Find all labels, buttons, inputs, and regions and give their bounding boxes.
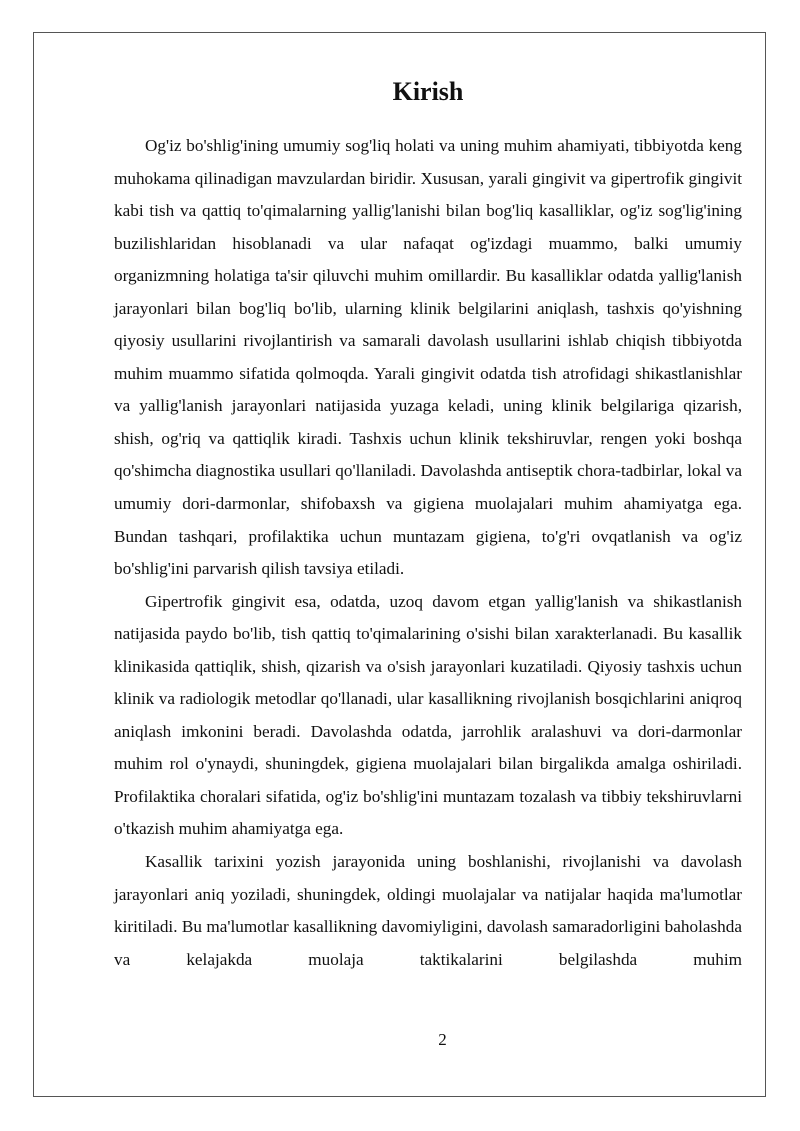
- page-number: 2: [438, 1030, 447, 1049]
- paragraph-2: Gipertrofik gingivit esa, odatda, uzoq davom etgan yallig'lanish va shikastlanish natijasida paydo bo'lib, tish qattiq to'qimalarining o'sishi bilan xarakterlanadi. Bu kasallik klinikasida qattiqlik, shish, qizarish va o'sish jarayonlari kuzatiladi. Qiyosiy tashxis uchun klinik va radiologik metodlar qo'llanadi, ular kasallikning rivojlanish bosqichlarini aniqroq aniqlash imkonini beradi. Davolashda odatda, jarrohlik aralashuvi va dori-darmonlar muhim rol o'ynaydi, shuningdek, gigiena muolajalari bilan birgalikda amalga oshiriladi. Profilaktika choralari sifatida, og'iz bo'shlig'ini muntazam tozalash va tibbiy tekshiruvlarni o'tkazish muhim ahamiyatga ega.: [114, 591, 742, 839]
- document-body: [114, 74, 742, 976]
- paragraph-3: Kasallik tarixini yozish jarayonida uning boshlanishi, rivojlanishi va davolash jarayonlari aniq yoziladi, shuningdek, oldingi muolajalar va natijalar haqida ma'lumotlar kiritiladi. Bu ma'lumotlar kasallikning davomiyligini, davolash samaradorligini baholashda va kelajakda muolaja taktikalarini belgilashda muhim: [114, 852, 742, 969]
- paragraph-1: Og'iz bo'shlig'ining umumiy sog'liq holati va uning muhim ahamiyati, tibbiyotda keng muhokama qilinadigan mavzulardan biridir. Xususan, yarali gingivit va gipertrofik gingivit kabi tish va qattiq to'qimalarning yallig'lanishi bilan bog'liq kasalliklar, og'iz sog'lig'ining buzilishlaridan hisoblanadi va ular nafaqat og'izdagi muammo, balki umumiy organizmning holatiga ta'sir qiluvchi muhim omillardir. Bu kasalliklar odatda yallig'lanish jarayonlari bilan bog'liq bo'lib, ularning klinik belgilarini aniqlash, tashxis qo'yishning qiyosiy usullarini rivojlantirish va samarali davolash usullarini ishlab chiqish tibbiyotda muhim muammo sifatida qolmoqda. Yarali gingivit odatda tish atrofidagi shikastlanishlar va yallig'lanish jarayonlari natijasida yuzaga keladi, uning klinik belgilariga qizarish, shish, og'riq va qattiqlik kiradi. Tashxis uchun klinik tekshiruvlar, rengen yoki boshqa qo'shimcha diagnostika usullari qo'llaniladi. Davolashda antiseptik chora-tadbirlar, lokal va umumiy dori-darmonlar, shifobaxsh va gigiena muolajalari muhim ahamiyatga ega. Bundan tashqari, profilaktika uchun muntazam gigiena, to'g'ri ovqatlanish va og'iz bo'shlig'ini parvarish qilish tavsiya etiladi.: [114, 136, 742, 579]
- page-title: Kirish: [392, 77, 464, 106]
